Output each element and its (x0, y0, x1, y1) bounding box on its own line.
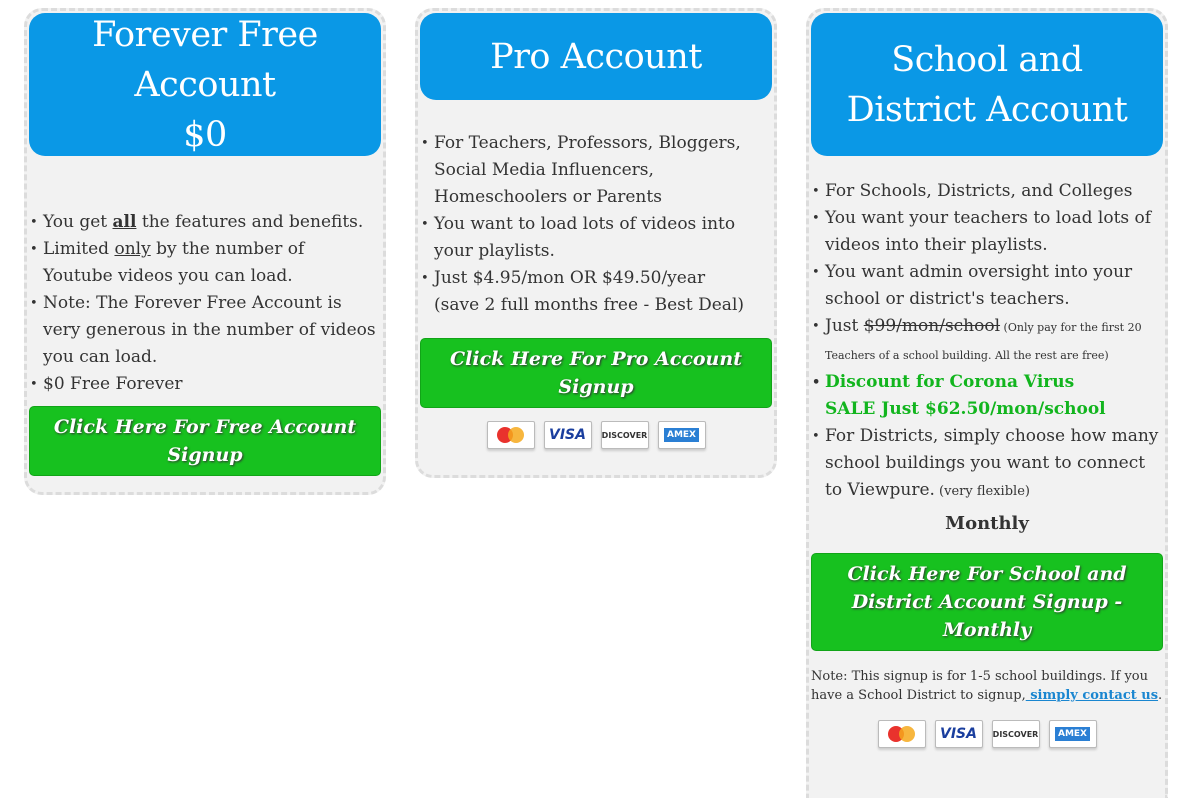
pro-feature-item: • Just $4.95/mon OR $49.50/year (save 2 full months free - Best Deal) (434, 265, 770, 319)
billing-period-label: Monthly (945, 513, 1029, 534)
pro-feature-item: • You want to load lots of videos into your playlists. (434, 211, 770, 265)
pro-plan-card (415, 8, 777, 478)
school-signup-note: Note: This signup is for 1-5 school buildings. If you have a School District to signup, simply contact us. (811, 669, 1163, 703)
discount-item: • Discount for Corona Virus SALE Just $62.50/mon/school (825, 369, 1161, 423)
school-plan-title: School and District Account (846, 39, 1128, 130)
school-plan-card (806, 8, 1168, 798)
old-price: $99/mon/school (863, 316, 1001, 336)
payment-cards (809, 720, 1165, 748)
pro-feature-list (418, 130, 770, 319)
payment-cards (418, 421, 774, 449)
discover-icon: DISCOVER (992, 720, 1040, 748)
free-feature-list (27, 209, 379, 398)
free-plan-header (29, 13, 381, 156)
pro-price-note: (save 2 full months free - Best Deal) (434, 295, 745, 315)
free-signup-button[interactable]: Click Here For Free Account Signup (29, 406, 381, 476)
amex-icon: AMEX (658, 421, 706, 449)
pro-plan-header (420, 13, 772, 100)
school-plan-header (811, 13, 1163, 156)
school-feature-item: • For Schools, Districts, and Colleges (825, 178, 1161, 205)
visa-icon: VISA (544, 421, 592, 449)
visa-icon: VISA (935, 720, 983, 748)
school-feature-list (809, 178, 1161, 505)
free-feature-item: • You get all the features and benefits. (43, 209, 379, 236)
pro-signup-button[interactable]: Click Here For Pro Account Signup (420, 338, 772, 408)
free-plan-title: Forever Free Account (92, 14, 318, 105)
free-plan-price: $0 (183, 114, 227, 155)
school-feature-item: • For Districts, simply choose how many school buildings you want to connect to Viewpure. (very flexible) (825, 423, 1161, 505)
mastercard-icon (487, 421, 535, 449)
contact-us-link[interactable]: simply contact us (1025, 688, 1159, 703)
school-feature-item: • You want your teachers to load lots of videos into their playlists. (825, 205, 1161, 259)
school-signup-button[interactable]: Click Here For School and District Account Signup - Monthly (811, 553, 1163, 651)
school-feature-item: • You want admin oversight into your school or district's teachers. (825, 259, 1161, 313)
school-price-item: • Just $99/mon/school (Only pay for the first 20 Teachers of a school building. All the rest are free) (825, 313, 1161, 369)
pro-plan-title: Pro Account (490, 36, 702, 77)
mastercard-icon (878, 720, 926, 748)
amex-icon: AMEX (1049, 720, 1097, 748)
free-feature-item: • Limited only by the number of Youtube videos you can load. (43, 236, 379, 290)
free-plan-card (24, 8, 386, 495)
discover-icon: DISCOVER (601, 421, 649, 449)
free-feature-item: • Note: The Forever Free Account is very generous in the number of videos you can load. (43, 290, 379, 371)
free-feature-item: • $0 Free Forever (43, 371, 379, 398)
pro-feature-item: • For Teachers, Professors, Bloggers, Social Media Influencers, Homeschoolers or Parents (434, 130, 770, 211)
